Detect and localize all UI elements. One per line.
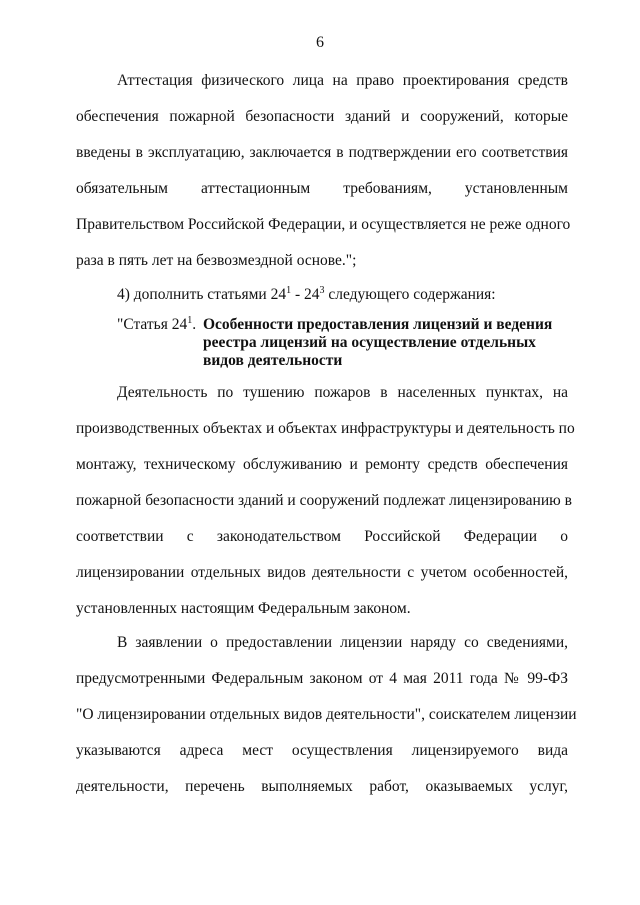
paragraph-3-line: предусмотренными Федеральным законом от 4 мая 2011 года № 99-ФЗ <box>76 670 568 687</box>
paragraph-3-line: "О лицензировании отдельных видов деятельности", соискателем лицензии <box>76 706 577 723</box>
paragraph-1-line: Правительством Российской Федерации, и осуществляется не реже одного <box>76 216 571 233</box>
paragraph-2-line: монтажу, техническому обслуживанию и ремонту средств обеспечения <box>76 456 568 473</box>
amendment-item-4 <box>117 286 568 304</box>
item-4-text-pre: 4) дополнить статьями 24 <box>117 286 287 303</box>
paragraph-1-line: обеспечения пожарной безопасности зданий и сооружений, которые <box>76 108 568 125</box>
paragraph-2-line: лицензировании отдельных видов деятельности с учетом особенностей, <box>76 564 568 581</box>
paragraph-2-line: установленных настоящим Федеральным законом. <box>76 600 411 617</box>
page-number: 6 <box>316 34 324 51</box>
paragraph-2-line: Деятельность по тушению пожаров в населенных пунктах, на <box>117 384 568 401</box>
item-4-sup-1: 1 <box>286 285 292 296</box>
item-4-sup-2: 3 <box>319 285 325 296</box>
article-title-line: Особенности предоставления лицензий и ведения <box>203 316 553 333</box>
paragraph-3-line: деятельности, перечень выполняемых работ, оказываемых услуг, <box>76 778 568 795</box>
paragraph-1-line: раза в пять лет на безвозмездной основе."; <box>76 252 357 269</box>
article-title-line: видов деятельности <box>203 352 343 369</box>
paragraph-1-line: введены в эксплуатацию, заключается в подтверждении его соответствия <box>76 144 568 161</box>
paragraph-1-line: обязательным аттестационным требованиям, установленным <box>76 180 568 197</box>
item-4-text-mid: - 24 <box>291 286 320 303</box>
paragraph-1-line: Аттестация физического лица на право проектирования средств <box>117 72 568 89</box>
paragraph-2-line: соответствии с законодательством Российской Федерации о <box>76 528 568 545</box>
article-label-pre: "Статья 24 <box>117 316 188 333</box>
paragraph-2-line: пожарной безопасности зданий и сооружений подлежат лицензированию в <box>76 492 572 509</box>
article-label <box>117 316 196 334</box>
item-4-text-post: следующего содержания: <box>324 286 496 303</box>
paragraph-3-line: указываются адреса мест осуществления лицензируемого вида <box>76 742 568 759</box>
paragraph-3-line: В заявлении о предоставлении лицензии наряду со сведениями, <box>117 634 568 651</box>
paragraph-2-line: производственных объектах и объектах инфраструктуры и деятельность по <box>76 420 575 437</box>
article-title-line: реестра лицензий на осуществление отдельных <box>203 334 536 351</box>
article-label-post: . <box>192 316 197 333</box>
article-label-sup: 1 <box>187 315 193 326</box>
